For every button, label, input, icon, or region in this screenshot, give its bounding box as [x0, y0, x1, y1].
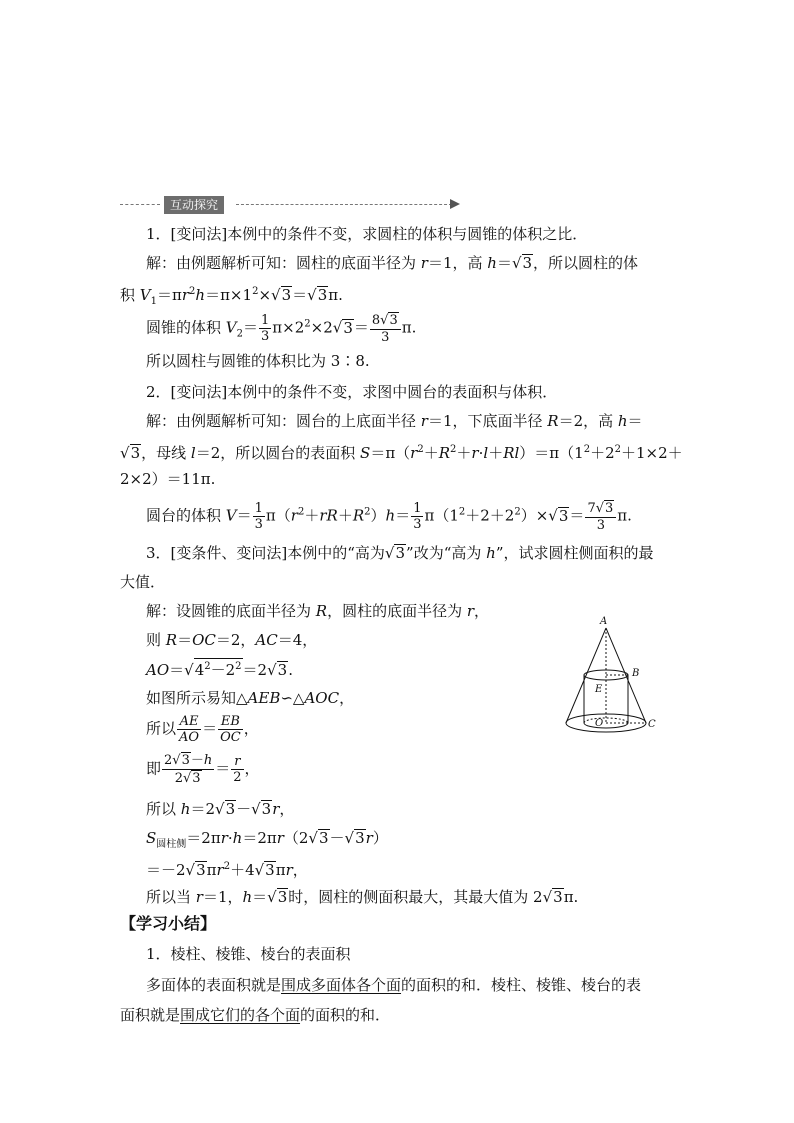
q3-line5: 所以 $\frac{AE}{AO}$ ＝ $\frac{EB}{OC}$ ， [146, 714, 259, 745]
q3-line4: 如图所示易知△AEB∽△AOC， [146, 689, 355, 707]
q3-line9: $=-2√3\pi r^2+4√3\pi r$， [146, 861, 308, 879]
q3-line7: 所以 h＝2√3－√3r， [146, 800, 295, 818]
q2-solution-line3: 2×2）＝11π. [120, 470, 216, 488]
divider-dash-right [236, 204, 452, 205]
summary-item1: 1．棱柱、棱锥、棱台的表面积 [146, 945, 351, 963]
summary-heading: 【学习小结】 [120, 914, 217, 933]
q1-solution-line2: 积 $V_1=\pi r^2h=\pi\times 1^2\times√3=√3\pi$. [120, 286, 343, 307]
q3-line2: 则 R＝OC＝2，AC＝4， [146, 631, 318, 649]
summary-underline-1: 围成多面体各个面 [281, 976, 402, 994]
q3-line3: $AO=√4^2-2^2=2√3$. [146, 658, 293, 681]
summary-text-c: 面积就是 [120, 1006, 181, 1024]
q3-line10: 所以当 r＝1，h＝√3时，圆柱的侧面积最大，其最大值为 2√3π. [146, 888, 579, 906]
label-E: E [595, 684, 603, 695]
label-B: B [632, 668, 640, 679]
q2-solution-line1: 解：由例题解析可知：圆台的上底面半径 r＝1，下底面半径 R＝2，高 h＝ [146, 412, 643, 430]
q2-title: 2．[变问法]本例中的条件不变，求图中圆台的表面积与体积． [146, 383, 558, 401]
q3-line6: 即 $\frac{2√3-h}{2√3}$ ＝ $\frac{r}{2}$ ， [146, 753, 260, 786]
cone-cylinder-figure [548, 618, 668, 748]
q1-cone-volume: 圆锥的体积 $V_2=$ $\frac{1}{3}$ $\pi\times 2^2\times 2√3=$ $\frac{8√3}{3}$ π. [146, 313, 417, 345]
summary-para-line1 [146, 974, 641, 996]
divider-dash-left [120, 204, 160, 205]
q1-solution-line1: 解：由例题解析可知：圆柱的底面半径为 r＝1，高 h＝√3，所以圆柱的体 [146, 254, 639, 272]
label-O: O [595, 718, 604, 729]
q3-line8: $S_{圆柱侧}=2\pi r\cdot h=2\pi r(2√3-√3r)$ [146, 829, 388, 850]
summary-text-a: 多面体的表面积就是 [146, 976, 282, 994]
q2-volume: 圆台的体积 V＝ $\frac{1}{3}$ $\pi(r^2+rR+R^2)h=$ $\frac{1}{3}$ $\pi(1^2+2+2^2)\times√3=$ $\frac{7√3}{3}$ π. [146, 501, 632, 533]
section-badge: 互动探究 [164, 196, 224, 214]
summary-text-b: 的面积的和．棱柱、棱锥、棱台的表 [401, 976, 642, 994]
q3-line1: 解：设圆锥的底面半径为 R，圆柱的底面半径为 r， [146, 602, 490, 620]
arrow-right-icon [450, 199, 460, 209]
summary-text-d: 的面积的和． [300, 1006, 391, 1024]
summary-underline-2: 围成它们的各个面 [180, 1006, 301, 1024]
label-A: A [600, 616, 608, 627]
q3-title-line1: 3．[变条件、变问法]本例中的“高为√3”改为“高为 h”，试求圆柱侧面积的最 [146, 544, 654, 562]
section-divider [120, 196, 476, 214]
q1-ratio: 所以圆柱与圆锥的体积比为 3∶8. [146, 352, 370, 370]
q1-title: 1．[变问法]本例中的条件不变，求圆柱的体积与圆锥的体积之比． [146, 225, 588, 243]
label-C: C [648, 719, 656, 730]
q2-solution-line2: √3，母线 l＝2，所以圆台的表面积 $S=\pi(r^2+R^2+r\cdot l+Rl)=\pi(1^2+2^2+1\times 2+$ [120, 444, 683, 462]
q3-title-line2: 大值． [120, 573, 166, 591]
summary-para-line2 [120, 1004, 390, 1026]
